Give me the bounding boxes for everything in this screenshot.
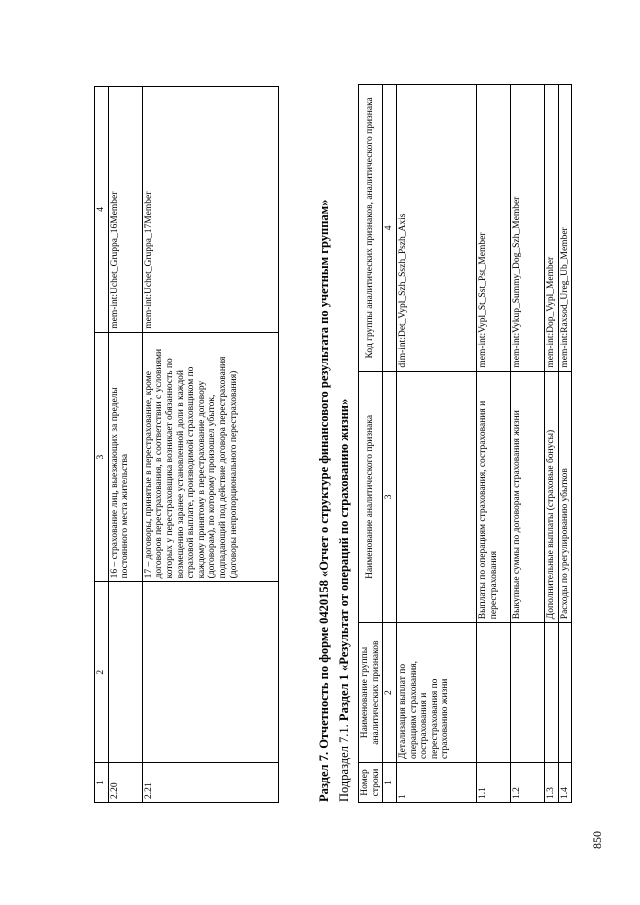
analytics-table — [358, 84, 572, 803]
table-row — [544, 85, 558, 803]
table-row — [476, 85, 510, 803]
row-number: 2.21 — [142, 763, 278, 803]
table-row — [108, 87, 142, 803]
row-name: Выкупные суммы по договорам страхования жизни — [510, 371, 544, 623]
row-name: Расходы по урегулированию убытков — [558, 371, 572, 623]
header-group-name: Наименование группы аналитических признаков — [359, 623, 383, 763]
page-number: 850 — [590, 831, 604, 849]
row-code: mem-int:Raxsod_Ureg_Ub_Member — [558, 85, 572, 372]
row-group — [108, 582, 142, 763]
row-number: 1 — [396, 763, 476, 803]
row-group — [142, 582, 278, 763]
table-row — [142, 87, 278, 803]
row-group — [558, 623, 572, 763]
header-row-number: Номер строки — [359, 763, 383, 803]
header-row — [95, 87, 109, 803]
row-number: 2.20 — [108, 763, 142, 803]
row-code: mem-int:Vypl_St_Sst_Pst_Member — [476, 85, 510, 372]
col-number-3: 3 — [383, 371, 397, 623]
row-code: dim-int:Det_Vypl_Szh_Sszh_Pszh_Axis — [396, 85, 476, 372]
row-code: mem-int:Uchet_Gruppa_17Member — [142, 87, 278, 333]
row-group — [476, 623, 510, 763]
row-name: Выплаты по операциям страхования, сострахования и перестрахования — [476, 371, 510, 623]
table-continuation — [94, 86, 279, 803]
col-number-4: 4 — [383, 85, 397, 372]
col-number-3: 3 — [95, 332, 109, 582]
header-attribute-name: Наименование аналитического признака — [359, 371, 383, 623]
header-code: Код группы аналитических признаков, аналитического признака — [359, 85, 383, 372]
subsection-prefix: Подраздел 7.1. — [337, 721, 351, 802]
row-number: 1.1 — [476, 763, 510, 803]
subsection-title — [337, 399, 352, 802]
col-number-2: 2 — [383, 623, 397, 763]
subsection-name: Раздел 1 «Результат от операций по страхованию жизни» — [337, 398, 351, 722]
table-row — [510, 85, 544, 803]
row-number: 1.3 — [544, 763, 558, 803]
row-name: 17 – договоры, принятые в перестрахование, кроме договоров перестрахования, в соответствии с условиями которых у перестраховщика возникает обязанность по возмещению заранее установленной доли в каждой страховой выплате, производимой страховщиком по каждому принятому в перестрахование договору (договорам), по которому произошел убыток, подпадающий под действие договора перестрахования (договоры непропорционального перестрахования) — [142, 332, 278, 582]
col-number-1: 1 — [383, 763, 397, 803]
table-row — [558, 85, 572, 803]
col-number-2: 2 — [95, 582, 109, 763]
row-name: Дополнительные выплаты (страховые бонусы) — [544, 371, 558, 623]
section-title: Раздел 7. Отчетность по форме 0420158 «Отчет о структуре финансового результата по учетным группам» — [317, 199, 331, 802]
header-row — [359, 85, 383, 803]
row-number: 1.4 — [558, 763, 572, 803]
row-code: mem-int:Uchet_Gruppa_16Member — [108, 87, 142, 333]
numbers-row — [383, 85, 397, 803]
col-number-1: 1 — [95, 763, 109, 803]
table-row — [396, 85, 476, 803]
row-code: mem-int:Vykup_Summy_Dog_Szh_Member — [510, 85, 544, 372]
col-number-4: 4 — [95, 87, 109, 333]
row-number: 1.2 — [510, 763, 544, 803]
row-code: mem-int:Dop_Vypl_Member — [544, 85, 558, 372]
row-name: 16 – страхование лиц, выезжающих за пределы постоянного места жительства — [108, 332, 142, 582]
row-name — [396, 371, 476, 623]
row-group — [544, 623, 558, 763]
row-group — [510, 623, 544, 763]
row-group: Детализация выплат по операциям страхования, сострахования и перестрахования по страхованию жизни — [396, 623, 476, 763]
